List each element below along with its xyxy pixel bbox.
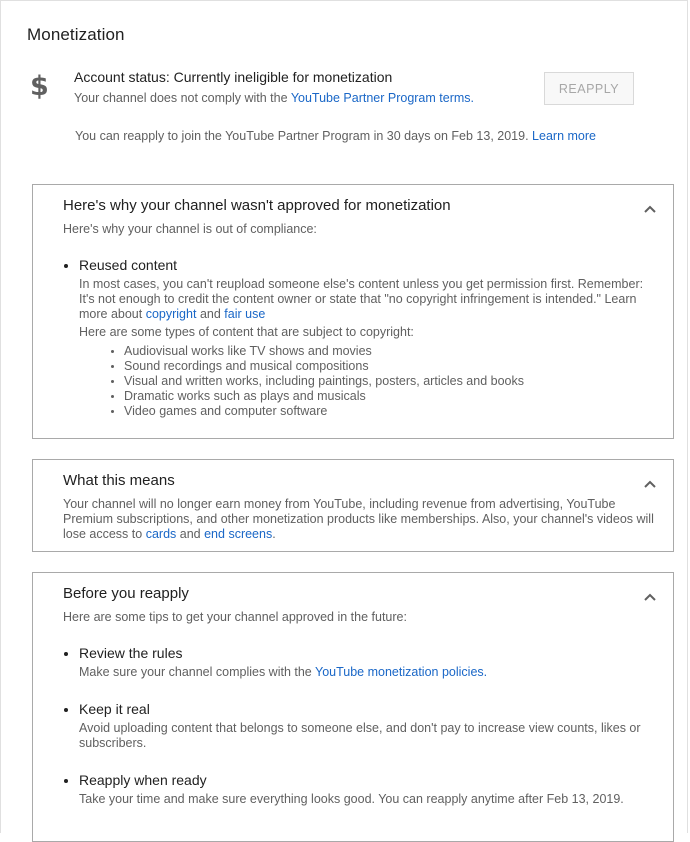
reused-content-body [63,277,661,419]
chevron-up-icon[interactable] [643,592,657,602]
why-not-approved-card [32,184,674,439]
page-title: Monetization [27,25,125,44]
tip-body: Take your time and make sure everything looks good. You can reapply anytime after Feb 13, 2019. [79,792,624,806]
reapply-button[interactable]: REAPPLY [544,72,634,105]
reused-content-title: Reused content [63,257,661,273]
copyright-types-list [79,344,661,419]
tip-title: Keep it real [63,701,661,717]
chevron-up-icon[interactable] [643,204,657,214]
cards-link[interactable]: cards [145,527,177,541]
tip-title: Reapply when ready [63,772,661,788]
why-card-subtitle: Here's why your channel is out of compliance: [63,222,317,236]
tip-review-rules [63,645,661,680]
tip-reapply-when-ready [63,772,661,807]
means-card-body [63,497,661,542]
tip-body [63,665,661,680]
fair-use-link[interactable]: fair use [224,307,266,321]
chevron-up-icon[interactable] [643,479,657,489]
means-card-title: What this means [63,472,175,489]
tip-title: Review the rules [63,645,661,661]
before-you-reapply-card [32,572,674,842]
and-text: and [199,307,221,321]
reused-content-text: In most cases, you can't reupload someone else's content unless you get permission first. Remember: It's not enough to credit the content owner or state that "no copyright infringement is intended." Learn more about [79,277,644,321]
why-card-title: Here's why your channel wasn't approved for monetization [63,197,451,214]
copyright-link[interactable]: copyright [145,307,197,321]
dollar-icon: $ [30,71,49,102]
partner-program-terms-link[interactable]: YouTube Partner Program terms. [290,91,474,105]
tip-body: Avoid uploading content that belongs to someone else, and don't pay to increase view counts, likes or subscribers. [79,721,641,750]
account-status: Account status: Currently ineligible for monetization [74,69,393,85]
reused-content-item [63,257,661,419]
tip-text: Make sure your channel complies with the [79,665,312,679]
reapply-note [75,129,596,143]
account-status-detail [74,91,474,105]
reapply-card-subtitle: Here are some tips to get your channel approved in the future: [63,610,407,624]
tip-keep-it-real [63,701,661,751]
and-text: and [179,527,201,541]
account-status-detail-text: Your channel does not comply with the [74,91,288,105]
reapply-note-text: You can reapply to join the YouTube Partner Program in 30 days on Feb 13, 2019. [75,129,529,143]
list-item: Dramatic works such as plays and musicals [124,389,661,404]
end-screens-link[interactable]: end screens [204,527,273,541]
list-item: Audiovisual works like TV shows and movies [124,344,661,359]
list-item: Video games and computer software [124,404,661,419]
list-item: Visual and written works, including paintings, posters, articles and books [124,374,661,389]
list-item: Sound recordings and musical compositions [124,359,661,374]
what-this-means-card [32,459,674,552]
types-intro: Here are some types of content that are subject to copyright: [79,325,414,339]
reapply-card-title: Before you reapply [63,585,189,602]
means-card-text: Your channel will no longer earn money from YouTube, including revenue from advertising, YouTube Premium subscriptions, and other monetization products like memberships. Also, your channel's videos will lose access to [63,497,654,541]
learn-more-link[interactable]: Learn more [532,129,596,143]
period-text: . [272,527,276,541]
monetization-policies-link[interactable]: YouTube monetization policies. [315,665,488,679]
